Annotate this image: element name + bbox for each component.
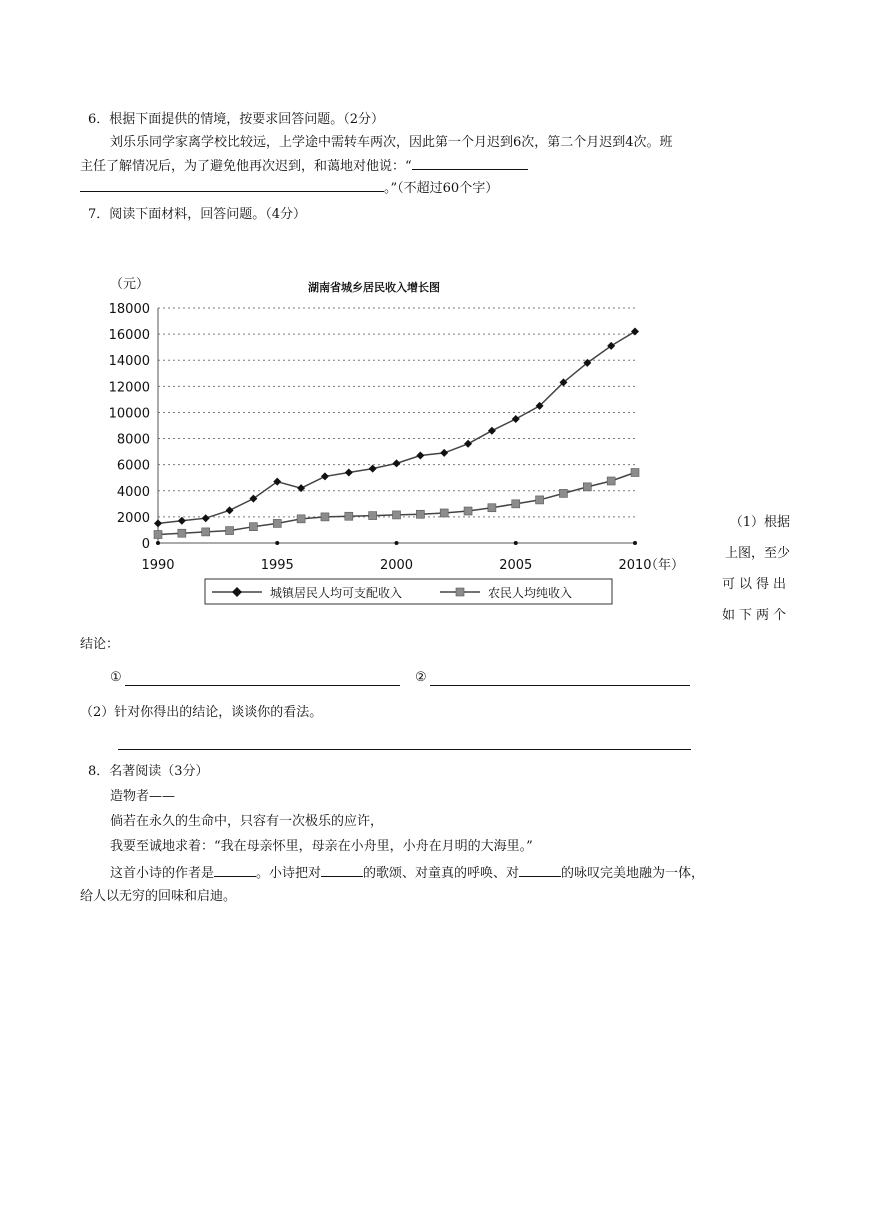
y-tick-label: 16000: [108, 328, 150, 344]
x-tick-mark: [395, 541, 399, 545]
rural-point: [631, 469, 639, 477]
q6-scenario-line1: 刘乐乐同学家离学校比较远，上学途中需转车两次，因此第一个月迟到6次，第二个月迟到4次。班: [110, 135, 673, 150]
q7-blank2-marker: ②: [415, 670, 427, 685]
rural-point: [345, 512, 353, 520]
q6-answer-blank-1[interactable]: [412, 155, 528, 170]
rural-point: [297, 515, 305, 523]
y-tick-label: 10000: [108, 406, 150, 422]
urban-point: [488, 427, 496, 435]
rural-point: [416, 510, 424, 518]
q8-q-part3: 的歌颂、对童真的呼唤、对: [363, 866, 520, 881]
urban-point: [178, 517, 186, 525]
rural-point: [512, 500, 520, 508]
x-tick-mark: [275, 541, 279, 545]
rural-point: [178, 529, 186, 537]
rural-point: [488, 504, 496, 512]
q8-poem-line-1: 倘若在永久的生命中，只容有一次极乐的应许，: [110, 814, 384, 829]
q7-side-text: [720, 507, 790, 631]
q7-answer-line-1[interactable]: [125, 685, 400, 686]
x-tick-label: 2000: [379, 558, 414, 573]
q8-heading: 8．名著阅读（3分）: [88, 764, 209, 779]
rural-point: [536, 496, 544, 504]
q8-blank-sigh[interactable]: [519, 862, 561, 877]
rural-point: [273, 519, 281, 527]
q8-blank-praise[interactable]: [321, 862, 363, 877]
q6-scenario-line2: [80, 155, 528, 177]
urban-point: [440, 449, 448, 457]
rural-point: [607, 477, 615, 485]
y-tick-label: 14000: [108, 354, 150, 370]
q7-heading: 7．阅读下面材料，回答问题。（4分）: [88, 207, 307, 222]
legend-rural-marker: [456, 588, 464, 596]
rural-point: [440, 509, 448, 517]
y-tick-label: 6000: [116, 458, 150, 474]
y-tick-label: 0: [141, 537, 150, 552]
q6-heading: 6．根据下面提供的情境，按要求回答问题。（2分）: [88, 112, 385, 127]
rural-point: [559, 489, 567, 497]
x-tick-mark: [156, 541, 160, 545]
q6-line3-text: 。”（不超过60个字）: [384, 181, 499, 196]
x-tick-label: 1990: [141, 558, 175, 573]
urban-point: [321, 472, 329, 480]
y-tick-label: 4000: [116, 484, 150, 500]
urban-point: [416, 452, 424, 460]
rural-point: [321, 513, 329, 521]
rural-point: [154, 531, 162, 539]
urban-point: [393, 459, 401, 467]
x-tick-label: 2005: [499, 558, 533, 573]
q8-q-part2: 。小诗把对: [256, 866, 322, 881]
rural-point: [202, 528, 210, 536]
urban-point: [464, 440, 472, 448]
q8-q-part1: 这首小诗的作者是: [110, 866, 215, 881]
urban-point: [226, 506, 234, 514]
q7-blank1-marker: ①: [110, 670, 122, 685]
x-tick-label: 1995: [260, 558, 294, 573]
x-tick-label: 2010: [618, 558, 652, 573]
q7-answer-line-3[interactable]: [118, 749, 691, 750]
urban-point: [631, 328, 639, 336]
q8-question-line-2: 给人以无穷的回味和启迪。: [80, 889, 237, 904]
q7-answer-line-2[interactable]: [430, 685, 690, 686]
q8-poem-line-2: 我要至诚地求着：“我在母亲怀里，母亲在小舟里，小舟在月明的大海里。”: [110, 839, 533, 854]
q6-answer-blank-2[interactable]: [80, 177, 384, 192]
legend-rural-label: 农民人均纯收入: [488, 586, 573, 600]
chart-svg: [100, 268, 700, 613]
income-growth-chart: [100, 268, 700, 613]
rural-point: [369, 512, 377, 520]
q8-blank-author[interactable]: [214, 862, 256, 877]
urban-point: [345, 469, 353, 477]
rural-point: [226, 527, 234, 535]
rural-point: [393, 511, 401, 519]
y-tick-label: 8000: [116, 432, 150, 448]
x-tick-mark: [633, 541, 637, 545]
x-unit-label: （年）: [645, 558, 685, 573]
chart-title: 湖南省城乡居民收入增长图: [308, 281, 440, 294]
q6-line2-text: 主任了解情况后，为了避免他再次迟到，和蔼地对他说：“: [80, 159, 412, 174]
series-line-rural: [158, 473, 635, 535]
legend-urban-label: 城镇居民人均可支配收入: [270, 586, 403, 600]
y-tick-label: 12000: [108, 380, 150, 396]
q7-side-line-4: 如下两个: [721, 608, 790, 623]
y-tick-label: 2000: [116, 510, 150, 526]
x-tick-mark: [514, 541, 518, 545]
urban-point: [202, 514, 210, 522]
q8-question-line-1: [110, 862, 704, 884]
y-tick-label: 18000: [108, 302, 150, 317]
q7-part2-prompt: （2）针对你得出的结论，谈谈你的看法。: [80, 705, 323, 720]
urban-point: [369, 465, 377, 473]
rural-point: [464, 507, 472, 515]
q7-side-line-1: （1）根据: [729, 515, 790, 530]
y-unit-label: （元）: [110, 277, 150, 292]
urban-point: [512, 415, 520, 423]
q7-side-line-3: 可以得出: [721, 577, 790, 592]
q7-conclusion-label: 结论：: [80, 637, 120, 652]
q8-q-part4: 的咏叹完美地融为一体，: [561, 866, 705, 881]
q7-side-line-2: 上图，至少: [724, 546, 790, 561]
rural-point: [249, 523, 257, 531]
q6-scenario-line3: [80, 177, 498, 199]
q8-poem-title: 造物者——: [110, 789, 176, 804]
legend-urban-marker: [232, 587, 242, 597]
rural-point: [583, 483, 591, 491]
urban-point: [154, 519, 162, 527]
